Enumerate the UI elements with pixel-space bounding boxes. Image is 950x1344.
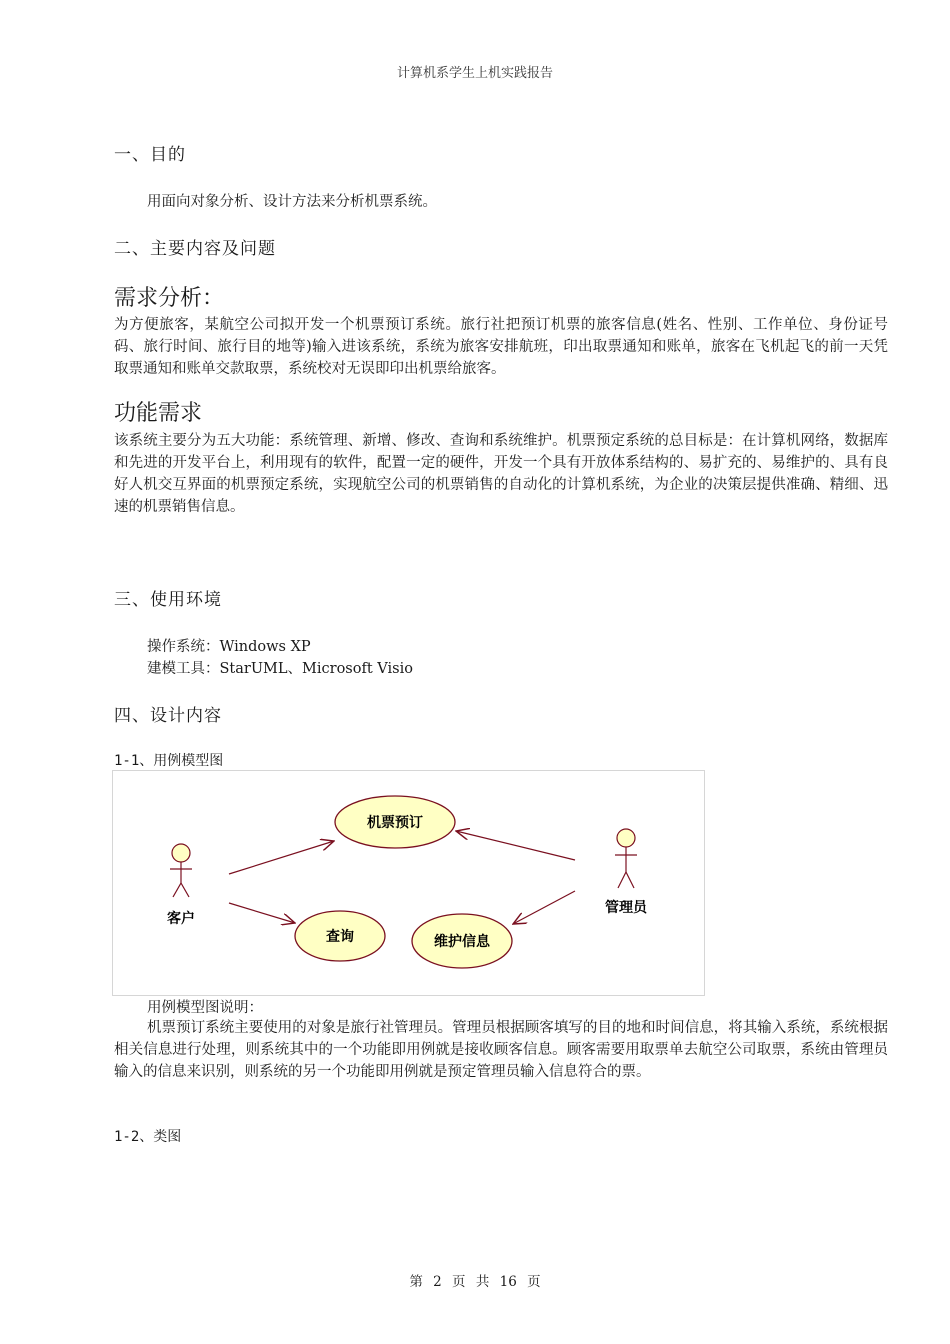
assoc-admin-booking [456,831,575,860]
usecase-booking [335,796,455,848]
function-text: 该系统主要分为五大功能：系统管理、新增、修改、查询和系统维护。机票预定系统的总目标是：在计算机网络，数据库和先进的开发平台上，利用现有的软件，配置一定的硬件，开发一个具有开放体系结构的、易扩充的、易维护的、具有良好人机交互界面的机票预定系统，实现航空公司的机票销售的自动化的计算机系统，为企业的决策层提供准确、精细、迅速的机票销售信息。 [114,433,888,515]
usecase-query [295,911,385,961]
requirements-text: 为方便旅客，某航空公司拟开发一个机票预订系统。旅行社把预订机票的旅客信息(姓名、性别、工作单位、身份证号码、旅行时间、旅行目的地等)输入进该系统，系统为旅客安排航班，印出取票通知和账单，旅客在飞机起飞的前一天凭取票通知和账单交款取票，系统校对无误即印出机票给旅客。 [114,317,888,377]
usecase-booking-label: 机票预订 [367,815,423,831]
subsection-class-label: 1-2、类图 [114,1129,182,1145]
subsection-usecase-label: 1-1、用例模型图 [114,753,224,769]
usecase-diagram [112,770,705,996]
section-heading-content: 二、主要内容及问题 [114,239,276,259]
section-heading-design: 四、设计内容 [114,706,222,726]
purpose-text: 用面向对象分析、设计方法来分析机票系统。 [147,194,437,210]
diagram-description: 机票预订系统主要使用的对象是旅行社管理员。管理员根据顾客填写的目的地和时间信息，将其输入系统，系统根据相关信息进行处理，则系统其中的一个功能即用例就是接收顾客信息。顾客需要用取票单去航空公司取票，系统由管理员输入的信息来识别，则系统的另一个功能即用例就是预定管理员输入信息符合的票。 [114,1020,888,1080]
assoc-customer-query [229,903,295,923]
env-os: 操作系统：Windows XP [147,639,311,655]
env-tools: 建模工具：StarUML、Microsoft Visio [147,661,413,677]
section-heading-environment: 三、使用环境 [114,590,222,610]
usecase-maintain-label: 维护信息 [434,934,490,950]
function-heading: 功能需求 [114,401,203,426]
section-heading-purpose: 一、目的 [114,145,186,165]
usecase-query-label: 查询 [326,929,354,945]
assoc-admin-maintain [513,891,575,924]
actor-customer-label: 客户 [167,911,195,927]
page-footer: 第 2 页 共 16 页 [409,1274,541,1290]
page-header: 计算机系学生上机实践报告 [396,66,553,81]
actor-customer [167,844,195,927]
usecase-maintain [412,914,512,968]
actor-admin-label: 管理员 [605,900,647,916]
requirements-heading: 需求分析： [114,286,225,311]
actor-admin [605,829,648,916]
usecase-diagram-canvas [113,771,704,995]
diagram-caption: 用例模型图说明： [147,1000,263,1016]
assoc-customer-booking [229,841,334,874]
